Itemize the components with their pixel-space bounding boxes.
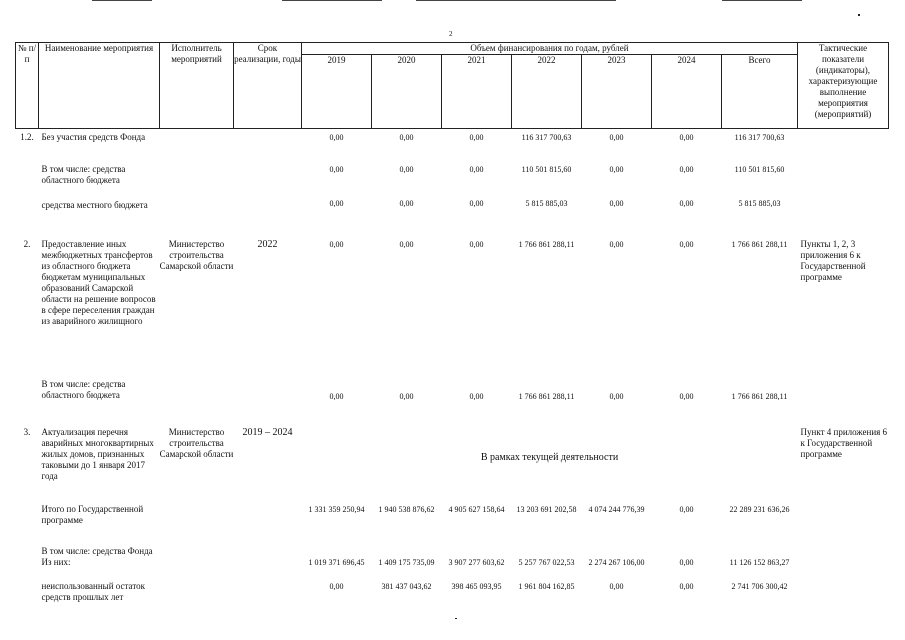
row-no: 1.2.: [20, 132, 34, 142]
row-total: 11 126 152 863,27: [729, 557, 790, 567]
row-name: неиспользованный остаток средств прошлых лет: [41, 580, 145, 602]
row-value: 0,00: [679, 504, 694, 514]
row-no: [16, 155, 39, 194]
row-name: Без участия средств Фонда: [41, 132, 146, 142]
row-value: 0,00: [399, 198, 414, 208]
table-row: [16, 129, 889, 155]
row-executor: [160, 155, 234, 194]
table-row: [16, 580, 889, 606]
row-value: 0,00: [399, 133, 414, 142]
row-value: 1 766 861 288,11: [518, 239, 575, 249]
row-value: 0,00: [399, 239, 414, 249]
row-value: 116 317 700,63: [521, 133, 572, 142]
row-indicators: [798, 129, 889, 155]
row-value: 3 907 277 603,62: [448, 557, 505, 567]
row-value: 2 274 267 106,00: [588, 557, 645, 567]
row-executor: [160, 538, 234, 580]
row-total: 116 317 700,63: [734, 133, 785, 142]
row-value: 0,00: [469, 164, 484, 174]
top-rule-4: [722, 0, 802, 1]
row-no: [16, 538, 39, 580]
row-value: 0,00: [679, 164, 694, 174]
row-value: 5 815 885,03: [525, 198, 568, 208]
header-year: 2021: [442, 55, 512, 129]
row-executor: [160, 580, 234, 606]
row-indicators: [798, 194, 889, 229]
row-name: средства местного бюджета: [41, 199, 148, 210]
row-value: 0,00: [679, 557, 694, 567]
row-value: 0,00: [469, 391, 484, 401]
row-no: [16, 376, 39, 421]
row-name: В том числе: средства областного бюджета: [41, 163, 126, 185]
row-value: 398 465 093,95: [451, 581, 502, 591]
row-value: 4 074 244 776,39: [588, 504, 645, 514]
top-rule-1: [92, 0, 152, 1]
row-value: 0,00: [469, 133, 484, 142]
row-value: 0,00: [399, 391, 414, 401]
row-value: 5 257 767 022,53: [518, 557, 575, 567]
header-indicators: Тактические показатели (индикаторы), характеризующие выполнение мероприятия (мероприятий): [798, 43, 889, 129]
row-value: 0,00: [609, 581, 624, 591]
row-no: 2.: [23, 238, 31, 249]
row-value: 0,00: [329, 198, 344, 208]
row-executor: [160, 501, 234, 538]
header-name: Наименование мероприятия: [39, 43, 160, 129]
row-indicators: [798, 155, 889, 194]
row-total: 22 289 231 636,26: [729, 504, 790, 514]
row-indicators: Пункт 4 приложения 6 к Государственной программе: [800, 426, 888, 459]
row-value: 0,00: [329, 239, 344, 249]
row-value: 0,00: [609, 164, 624, 174]
row-total: 1 766 861 288,11: [731, 391, 788, 401]
row-name: В том числе: средства областного бюджета: [41, 378, 126, 400]
header-term: Срок реализации, годы: [234, 43, 302, 129]
row-no: 3.: [23, 426, 31, 437]
header-executor: Исполнитель мероприятий: [160, 43, 234, 129]
row-executor: [160, 376, 234, 421]
row-no: [16, 501, 39, 538]
row-value: 0,00: [679, 581, 694, 591]
header-total: Всего: [722, 55, 798, 129]
row-value: 0,00: [469, 198, 484, 208]
row-value: 13 203 691 202,58: [516, 504, 577, 514]
header-year: 2024: [652, 55, 722, 129]
table-row: [16, 501, 889, 538]
row-term: [234, 129, 302, 155]
row-name: Итого по Государственной программе: [41, 503, 144, 525]
row-value: 0,00: [329, 391, 344, 401]
bottom-mark: [455, 618, 457, 619]
row-term: [234, 501, 302, 538]
row-indicators: Пункты 1, 2, 3 приложения 6 к Государственной программе: [800, 238, 866, 282]
row-value: 110 501 815,60: [521, 164, 572, 174]
mark-dot: [858, 14, 860, 16]
row-total: 2 741 706 300,42: [731, 581, 788, 591]
row-indicators: [798, 501, 889, 538]
row-value: 4 905 627 158,64: [448, 504, 505, 514]
row-name: Актуализация перечня аварийных многоквартирных жилых домов, признанных таковыми до 1 января 2017 года: [41, 426, 154, 481]
row-term: [234, 580, 302, 606]
row-term: [234, 376, 302, 421]
row-term: [234, 155, 302, 194]
row-value: 0,00: [679, 239, 694, 249]
row-value: 0,00: [399, 164, 414, 174]
row-indicators: [798, 376, 889, 421]
top-rule-3: [416, 0, 616, 1]
row-value: 0,00: [679, 391, 694, 401]
header-funding: Объем финансирования по годам, рублей: [302, 43, 798, 55]
row-name: В том числе: средства Фонда Из них:: [41, 545, 153, 567]
row-value: 0,00: [609, 239, 624, 249]
row-value: 0,00: [609, 391, 624, 401]
row-executor: Министерство строительства Самарской области: [159, 238, 234, 271]
row-executor: Министерство строительства Самарской области: [159, 426, 234, 459]
table-row: [16, 194, 889, 229]
row-indicators: [798, 580, 889, 606]
row-term: 2019 – 2024: [242, 426, 293, 438]
table-row: [16, 155, 889, 194]
row-value: 0,00: [609, 198, 624, 208]
table-row: [16, 538, 889, 580]
row-value: 1 766 861 288,11: [518, 391, 575, 401]
row-indicators: [798, 538, 889, 580]
row-value: 0,00: [329, 164, 344, 174]
row-term: [234, 194, 302, 229]
current-activity-note: В рамках текущей деятельности: [480, 451, 619, 463]
row-value: 0,00: [329, 581, 344, 591]
row-executor: [160, 129, 234, 155]
table-row: [16, 376, 889, 421]
row-name: Предоставление иных межбюджетных трансфертов из областного бюджета бюджетам муниципальных образований Самарской области на решение вопросов в сфере переселения граждан из аварийного жилищного: [41, 238, 156, 326]
row-no: [16, 580, 39, 606]
page-number: 2: [449, 30, 453, 38]
row-value: 1 409 175 735,09: [378, 557, 435, 567]
row-value: 1 940 538 876,62: [378, 504, 435, 514]
row-value: 1 331 359 250,94: [308, 504, 365, 514]
row-value: 0,00: [469, 239, 484, 249]
row-value: 1 961 804 162,85: [518, 581, 575, 591]
table-row: [16, 229, 889, 376]
header-year: 2022: [512, 55, 582, 129]
row-value: 0,00: [679, 198, 694, 208]
row-executor: [160, 194, 234, 229]
row-total: 5 815 885,03: [738, 198, 781, 208]
row-value: 0,00: [329, 133, 344, 142]
table-row: [16, 421, 889, 501]
row-value: 381 437 043,62: [381, 581, 432, 591]
financing-table: [15, 42, 889, 606]
row-total: 110 501 815,60: [734, 164, 785, 174]
row-no: [16, 194, 39, 229]
header-no: № п/п: [16, 43, 39, 129]
top-rule-2: [282, 0, 382, 1]
row-term: 2022: [257, 238, 278, 250]
row-total: 1 766 861 288,11: [731, 239, 788, 249]
header-year: 2019: [302, 55, 372, 129]
row-value: 1 019 371 696,45: [308, 557, 365, 567]
header-year: 2020: [372, 55, 442, 129]
row-term: [234, 538, 302, 580]
header-year: 2023: [582, 55, 652, 129]
row-value: 0,00: [609, 133, 624, 142]
row-value: 0,00: [679, 133, 694, 142]
